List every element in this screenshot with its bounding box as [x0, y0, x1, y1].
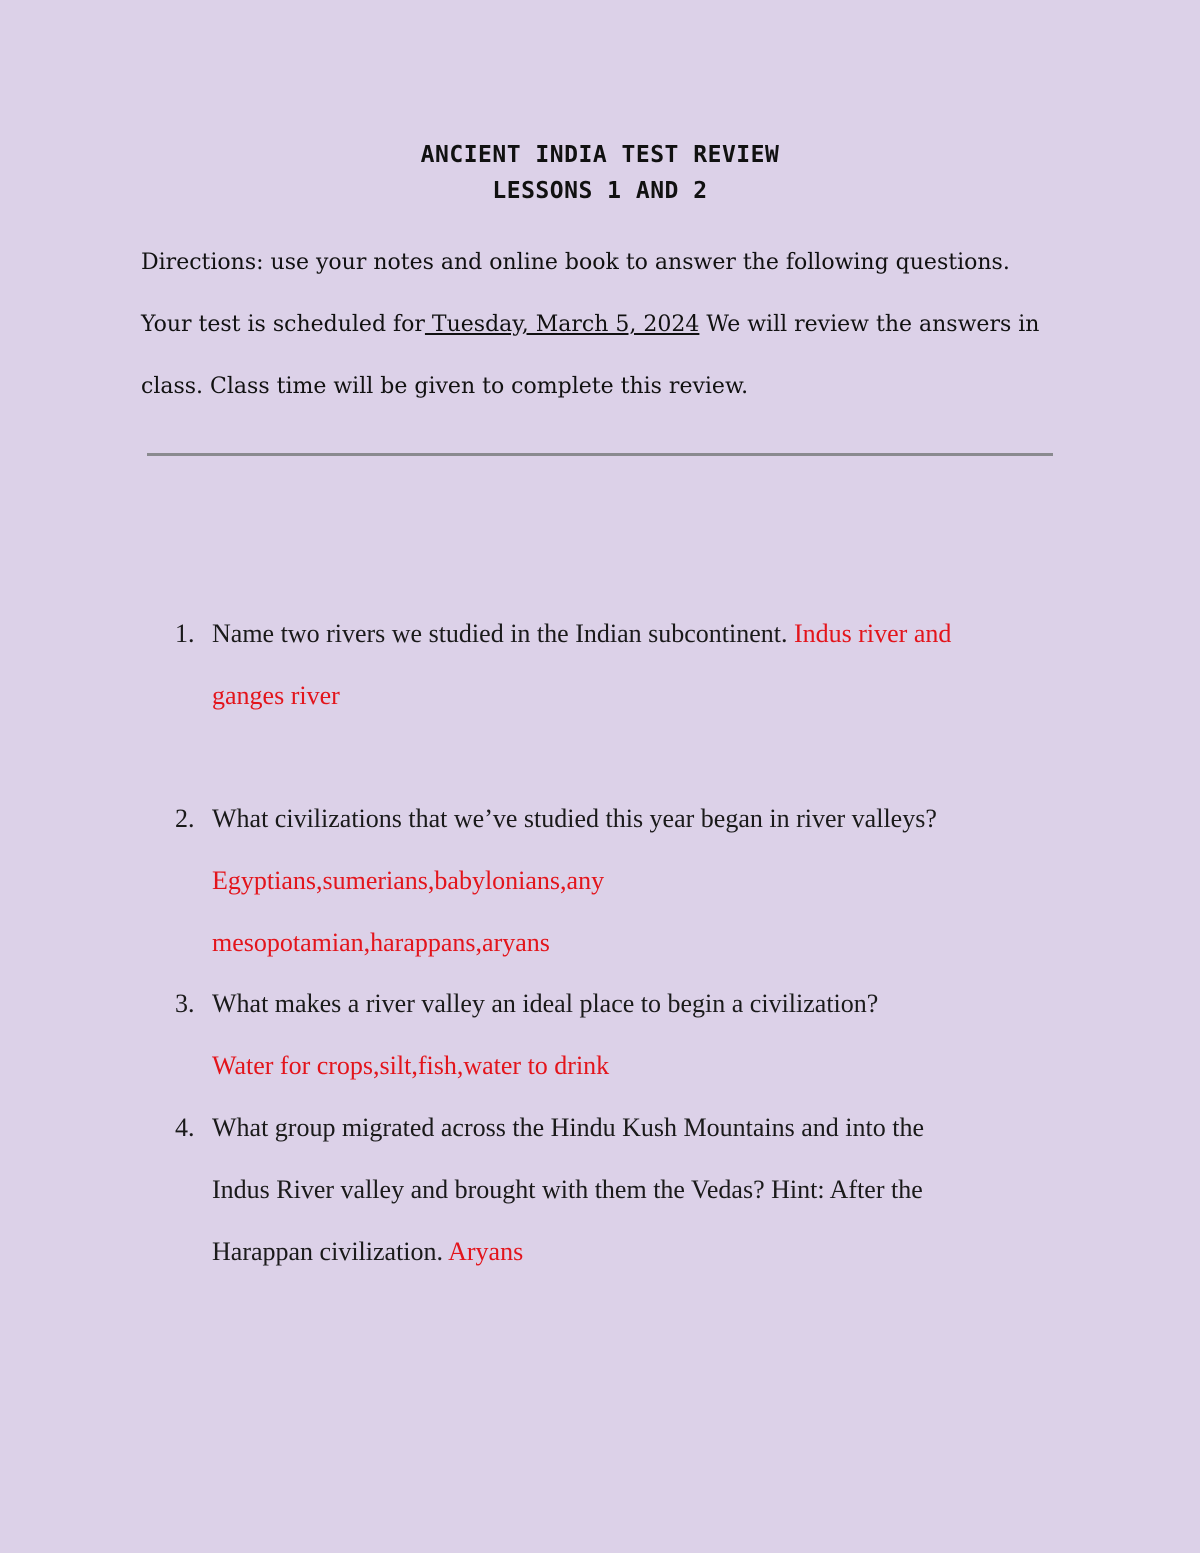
directions-schedule-text: Your test is scheduled for [141, 312, 425, 337]
document-title: ANCIENT INDIA TEST REVIEW [420, 142, 780, 168]
question-text: Harappan civilization. [212, 1237, 449, 1266]
question-number: 4. [175, 1113, 195, 1142]
answer-text: Water for crops,silt,fish,water to drink [212, 1051, 610, 1080]
horizontal-divider [147, 453, 1053, 456]
question-number: 2. [175, 804, 195, 833]
answer-text: Egyptians,sumerians,babylonians,any [212, 866, 605, 895]
directions-line-1: Directions: use your notes and online book to answer the following questions. [141, 250, 1010, 275]
directions-review-text: We will review the answers in [699, 312, 1040, 337]
answer-text: ganges river [212, 681, 340, 710]
question-text: Indus River valley and brought with them the Vedas? Hint: After the [212, 1175, 923, 1204]
answer-text: Indus river and [793, 619, 952, 648]
question-body [212, 603, 1057, 727]
question-body [212, 788, 1057, 974]
directions-line-3: class. Class time will be given to complete this review. [141, 374, 749, 399]
question-body [212, 1097, 1057, 1283]
question-body [212, 973, 1057, 1097]
answer-text: mesopotamian,harappans,aryans [212, 928, 550, 957]
question-text: What makes a river valley an ideal place to begin a civilization? [212, 989, 879, 1018]
question-text: What civilizations that we’ve studied this year began in river valleys? [212, 804, 937, 833]
document-subtitle: LESSONS 1 AND 2 [492, 178, 708, 204]
test-date: Tuesday, March 5, 2024 [424, 312, 700, 337]
directions-line-2 [141, 294, 1071, 356]
question-text: Name two rivers we studied in the Indian subcontinent. [212, 619, 794, 648]
question-number: 1. [175, 619, 195, 648]
question-text: What group migrated across the Hindu Kush Mountains and into the [212, 1113, 924, 1142]
question-number: 3. [175, 989, 195, 1018]
answer-text: Aryans [448, 1237, 524, 1266]
directions-paragraph [141, 232, 1071, 418]
